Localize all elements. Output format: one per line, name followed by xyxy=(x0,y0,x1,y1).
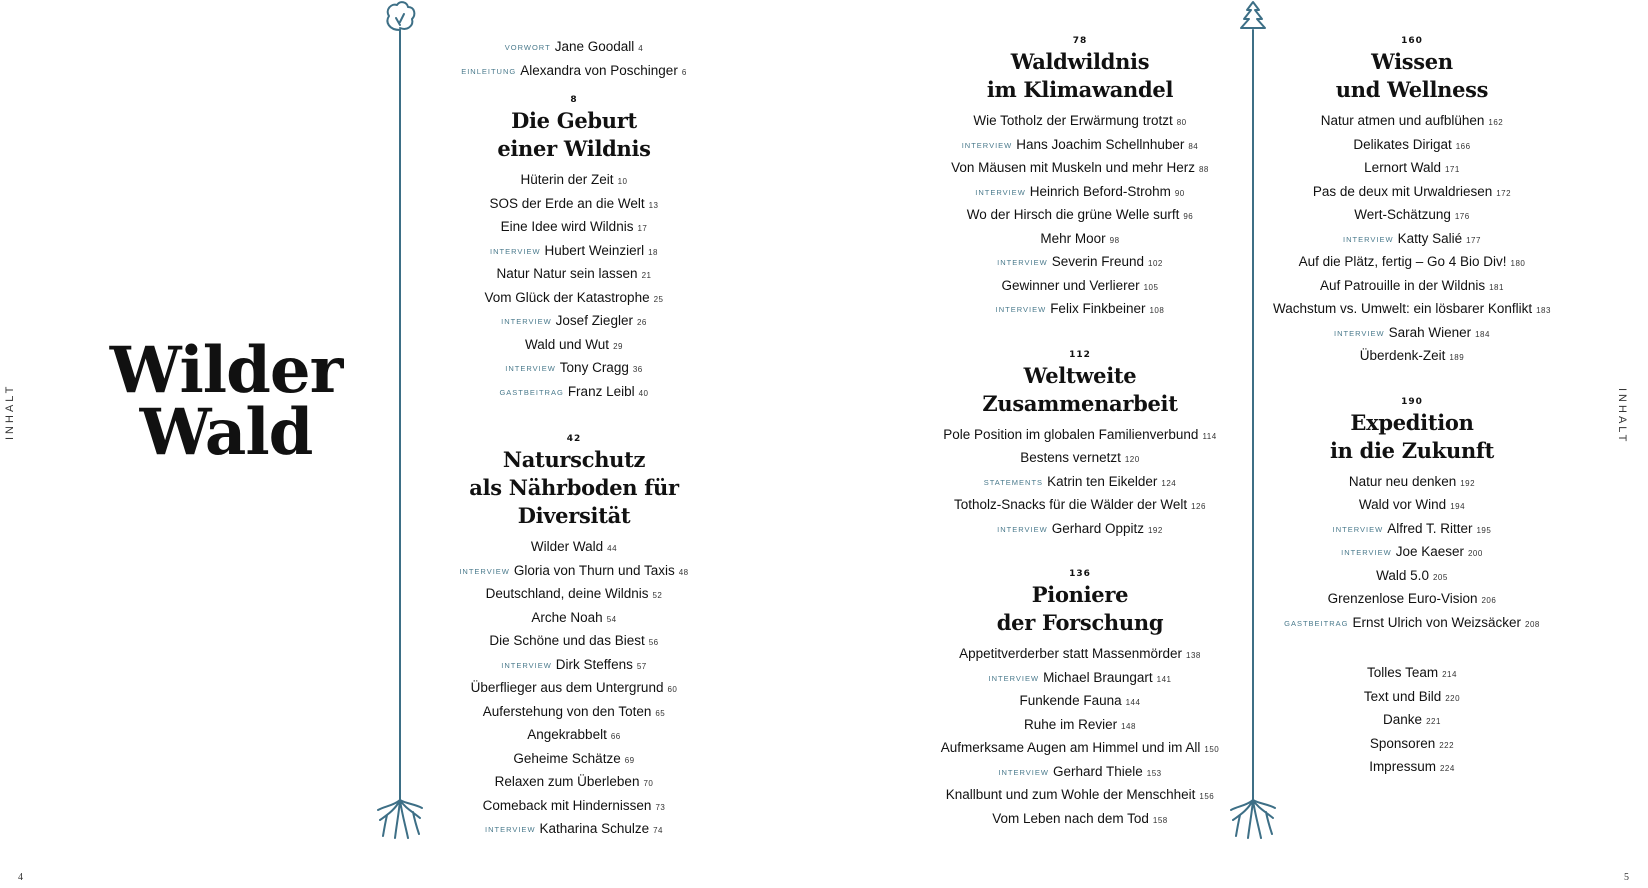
entry-page: 177 xyxy=(1466,235,1481,245)
section-title-line: in die Zukunft xyxy=(1329,437,1495,463)
entry-page: 73 xyxy=(655,802,666,812)
side-label-left: INHALT xyxy=(4,383,16,440)
toc-entry[interactable] xyxy=(930,424,1230,448)
toc-entry[interactable] xyxy=(930,714,1230,738)
toc-entry[interactable] xyxy=(1262,157,1562,181)
section-title-line: und Wellness xyxy=(1335,77,1489,102)
toc-entry[interactable] xyxy=(434,381,714,405)
toc-entry[interactable] xyxy=(930,643,1230,667)
toc-entry[interactable] xyxy=(434,748,714,772)
section-title-line: Naturschutz xyxy=(502,447,646,472)
toc-entry[interactable] xyxy=(930,181,1230,205)
section-page-number: 8 xyxy=(570,95,578,105)
entry-title: Appetitverderber statt Massenmörder xyxy=(959,646,1182,661)
entry-title: Franz Leibl xyxy=(567,383,635,399)
entry-title: Auferstehung von den Toten xyxy=(482,703,652,719)
entry-tag: INTERVIEW xyxy=(975,187,1026,197)
entry-page: 195 xyxy=(1476,525,1492,535)
entry-page: 114 xyxy=(1202,431,1217,441)
entry-page: 220 xyxy=(1445,693,1461,703)
entry-title: Gerhard Oppitz xyxy=(1051,520,1144,536)
toc-entry[interactable] xyxy=(1262,204,1562,228)
toc-entry[interactable] xyxy=(434,334,714,358)
section-title xyxy=(1262,48,1562,104)
toc-entry[interactable] xyxy=(1262,541,1562,565)
side-label-right: INHALT xyxy=(1616,388,1628,445)
entry-title: Impressum xyxy=(1369,759,1436,774)
toc-entry[interactable] xyxy=(434,36,714,60)
section-title xyxy=(930,362,1230,418)
entry-page: 17 xyxy=(637,224,648,233)
entry-page: 13 xyxy=(648,200,659,210)
toc-entry[interactable] xyxy=(1262,322,1562,346)
toc-entry[interactable] xyxy=(434,169,714,193)
entry-title: Relaxen zum Überleben xyxy=(494,774,640,789)
entry-tag: VORWORT xyxy=(504,43,551,52)
entry-page: 65 xyxy=(655,708,666,718)
entry-tag: GASTBEITRAG xyxy=(1284,618,1349,628)
entry-page: 180 xyxy=(1510,259,1526,268)
entry-title: Vom Glück der Katastrophe xyxy=(484,289,650,305)
entry-title: Katty Salié xyxy=(1397,230,1463,246)
entry-page: 90 xyxy=(1174,188,1185,198)
section-page-number: 42 xyxy=(566,434,582,444)
book-title xyxy=(106,333,346,470)
entry-page: 171 xyxy=(1444,165,1460,174)
entry-title: Arche Noah xyxy=(531,609,603,625)
toc-entry[interactable] xyxy=(1262,275,1562,299)
entry-tag: INTERVIEW xyxy=(1332,524,1384,534)
toc-entry[interactable] xyxy=(434,560,714,584)
entry-page: 98 xyxy=(1109,235,1120,245)
entry-page: 206 xyxy=(1481,596,1497,605)
entry-title: Michael Braungart xyxy=(1043,669,1153,685)
entry-page: 150 xyxy=(1204,745,1220,754)
entry-title: Wald 5.0 xyxy=(1376,567,1429,583)
toc-entry[interactable] xyxy=(1262,298,1562,322)
toc-entry[interactable] xyxy=(1262,134,1562,158)
entry-page: 192 xyxy=(1147,525,1163,535)
section-title-line: der Forschung xyxy=(996,610,1164,635)
toc-entry[interactable] xyxy=(434,193,714,217)
toc-entry[interactable] xyxy=(1262,709,1562,733)
entry-page: 105 xyxy=(1143,282,1159,292)
entry-page: 184 xyxy=(1475,329,1490,339)
toc-entry[interactable] xyxy=(1262,110,1562,134)
entry-title: Heinrich Beford-Strohm xyxy=(1029,183,1171,199)
entry-page: 84 xyxy=(1188,141,1199,151)
toc-section xyxy=(930,348,1230,542)
entry-tag: INTERVIEW xyxy=(988,673,1040,683)
entry-tag: EINLEITUNG xyxy=(461,66,517,76)
toc-section xyxy=(434,432,714,842)
entry-title: Comeback mit Hindernissen xyxy=(482,797,652,813)
entry-title: Natur Natur sein lassen xyxy=(496,266,638,281)
entry-tag: INTERVIEW xyxy=(997,258,1048,267)
entry-title: Delikates Dirigat xyxy=(1353,136,1452,152)
deciduous-tree-icon xyxy=(375,0,425,860)
toc-column-1 xyxy=(434,36,714,842)
entry-page: 102 xyxy=(1148,259,1163,268)
entry-tag: INTERVIEW xyxy=(997,524,1048,534)
entry-page: 57 xyxy=(636,661,647,671)
entry-title: Knallbunt und zum Wohle der Menschheit xyxy=(945,787,1196,802)
entry-title: Alexandra von Poschinger xyxy=(520,62,678,78)
toc-entry[interactable] xyxy=(930,157,1230,181)
section-page-number: 112 xyxy=(1069,349,1091,360)
entry-title: Wachstum vs. Umwelt: ein lösbarer Konflikt xyxy=(1273,301,1533,316)
toc-section xyxy=(930,34,1230,322)
toc-entry[interactable] xyxy=(1262,471,1562,495)
entry-title: Sponsoren xyxy=(1369,735,1436,751)
entry-title: Tolles Team xyxy=(1367,665,1439,680)
entry-title: Danke xyxy=(1383,712,1423,727)
toc-entry[interactable] xyxy=(434,536,714,560)
entry-page: 52 xyxy=(652,591,663,600)
toc-entry[interactable] xyxy=(434,724,714,748)
entry-title: Ernst Ulrich von Weizsäcker xyxy=(1352,614,1522,630)
entry-tag: INTERVIEW xyxy=(998,767,1049,777)
toc-entry[interactable] xyxy=(434,240,714,264)
entry-title: Alfred T. Ritter xyxy=(1387,520,1473,536)
toc-entry[interactable] xyxy=(1262,518,1562,542)
toc-entry[interactable] xyxy=(1262,345,1562,369)
toc-section xyxy=(1262,395,1562,636)
entry-page: 66 xyxy=(610,732,621,741)
page-number-right: 5 xyxy=(1624,872,1629,883)
entry-tag: INTERVIEW xyxy=(1343,234,1394,244)
entry-title: Die Schöne und das Biest xyxy=(489,633,645,648)
toc-entry[interactable] xyxy=(930,494,1230,518)
entry-page: 176 xyxy=(1454,212,1470,221)
entry-page: 56 xyxy=(648,638,659,647)
section-title xyxy=(434,446,714,530)
toc-section xyxy=(930,567,1230,831)
entry-title: Hüterin der Zeit xyxy=(520,172,614,187)
section-title-line: Wissen xyxy=(1371,49,1453,74)
entry-title: Severin Freund xyxy=(1051,254,1144,269)
toc-entry[interactable] xyxy=(434,583,714,607)
entry-page: 124 xyxy=(1161,478,1177,488)
entry-page: 138 xyxy=(1186,651,1201,660)
toc-entry[interactable] xyxy=(930,784,1230,808)
entry-title: Mehr Moor xyxy=(1040,230,1106,246)
entry-title: Text und Bild xyxy=(1363,688,1442,704)
entry-title: Gerhard Thiele xyxy=(1052,763,1143,779)
entry-page: 48 xyxy=(678,567,689,577)
section-title-line: als Nährboden für xyxy=(469,475,679,500)
toc-entry[interactable] xyxy=(434,287,714,311)
entry-page: 29 xyxy=(613,341,623,351)
toc-entry[interactable] xyxy=(434,630,714,654)
entry-page: 120 xyxy=(1124,455,1140,464)
entry-tag: INTERVIEW xyxy=(995,305,1047,314)
entry-title: Auf die Plätz, fertig – Go 4 Bio Div! xyxy=(1298,254,1507,269)
entry-title: Gloria von Thurn und Taxis xyxy=(513,562,675,578)
entry-page: 194 xyxy=(1450,502,1466,511)
entry-tag: INTERVIEW xyxy=(490,246,541,256)
toc-entry[interactable] xyxy=(434,310,714,334)
entry-page: 172 xyxy=(1496,188,1512,198)
entry-page: 108 xyxy=(1149,306,1165,315)
entry-page: 18 xyxy=(648,247,658,257)
entry-title: SOS der Erde an die Welt xyxy=(489,195,645,211)
entry-title: Angekrabbelt xyxy=(527,727,607,742)
entry-title: Totholz-Snacks für die Wälder der Welt xyxy=(954,497,1188,512)
toc-entry[interactable] xyxy=(930,298,1230,322)
toc-entry[interactable] xyxy=(930,471,1230,495)
entry-page: 189 xyxy=(1449,353,1465,362)
section-list xyxy=(434,93,714,842)
section-title-line: Expedition xyxy=(1350,409,1474,435)
entry-page: 4 xyxy=(638,44,644,53)
entry-page: 141 xyxy=(1156,674,1172,684)
toc-entry[interactable] xyxy=(930,447,1230,471)
entry-page: 181 xyxy=(1489,282,1504,292)
entry-page: 74 xyxy=(653,826,664,835)
entry-page: 144 xyxy=(1125,698,1141,707)
entry-title: Pole Position im globalen Familienverbund xyxy=(943,426,1199,442)
entry-title: Eine Idee wird Wildnis xyxy=(500,219,634,234)
toc-entry[interactable] xyxy=(930,690,1230,714)
entry-title: Tony Cragg xyxy=(559,360,629,375)
entry-title: Deutschland, deine Wildnis xyxy=(485,586,649,601)
intro-list xyxy=(434,36,714,83)
entry-title: Natur neu denken xyxy=(1348,473,1457,489)
entry-page: 69 xyxy=(624,755,635,765)
toc-section xyxy=(1262,34,1562,369)
section-page-number: 136 xyxy=(1069,569,1091,579)
entry-title: Bestens vernetzt xyxy=(1020,450,1121,465)
toc-entry[interactable] xyxy=(930,761,1230,785)
entry-title: Überflieger aus dem Untergrund xyxy=(470,680,664,695)
entry-title: Wo der Hirsch die grüne Welle surft xyxy=(966,207,1180,222)
entry-page: 224 xyxy=(1439,764,1455,773)
entry-page: 158 xyxy=(1152,815,1168,825)
entry-title: Natur atmen und aufblühen xyxy=(1320,113,1485,128)
section-title xyxy=(434,107,714,163)
section-title-line: Pioniere xyxy=(1031,582,1129,607)
entry-page: 96 xyxy=(1183,212,1194,221)
entry-title: Von Mäusen mit Muskeln und mehr Herz xyxy=(951,160,1195,175)
entry-page: 192 xyxy=(1460,478,1476,488)
entry-title: Wald und Wut xyxy=(525,336,610,352)
toc-entry[interactable] xyxy=(930,110,1230,134)
entry-page: 183 xyxy=(1536,306,1551,315)
toc-column-3 xyxy=(1262,34,1562,635)
entry-title: Hans Joachim Schellnhuber xyxy=(1016,136,1185,152)
section-title-line: Diversität xyxy=(517,503,631,528)
entry-title: Wald vor Wind xyxy=(1358,497,1447,512)
entry-tag: GASTBEITRAG xyxy=(499,387,564,397)
section-title-line: Waldwildnis xyxy=(1010,49,1150,74)
toc-entry[interactable] xyxy=(930,808,1230,832)
entry-page: 80 xyxy=(1176,118,1187,127)
entry-page: 21 xyxy=(641,271,652,280)
book-title-line: Wilder xyxy=(109,333,343,408)
toc-entry[interactable] xyxy=(1262,662,1562,686)
toc-entry[interactable] xyxy=(930,228,1230,252)
entry-page: 36 xyxy=(632,365,643,374)
entry-page: 70 xyxy=(643,779,654,788)
entry-title: Hubert Weinzierl xyxy=(544,242,645,258)
entry-page: 214 xyxy=(1442,670,1457,679)
section-title xyxy=(1262,409,1562,465)
toc-entry[interactable] xyxy=(1262,733,1562,757)
entry-title: Dirk Steffens xyxy=(555,656,633,672)
toc-entry[interactable] xyxy=(1262,756,1562,780)
section-title-line: Weltweite xyxy=(1023,362,1137,388)
entry-page: 25 xyxy=(653,294,664,304)
entry-page: 153 xyxy=(1146,768,1162,778)
book-title-line: Wald xyxy=(139,395,313,470)
entry-title: Felix Finkbeiner xyxy=(1050,301,1146,316)
entry-page: 88 xyxy=(1198,165,1209,174)
section-title-line: Zusammenarbeit xyxy=(982,390,1178,416)
entry-page: 54 xyxy=(606,614,617,624)
toc-entry[interactable] xyxy=(1262,181,1562,205)
entry-page: 222 xyxy=(1439,740,1455,750)
entry-page: 205 xyxy=(1432,572,1448,582)
entry-tag: INTERVIEW xyxy=(484,825,536,834)
entry-page: 208 xyxy=(1525,619,1540,629)
entry-title: Funkende Fauna xyxy=(1019,693,1122,708)
toc-entry[interactable] xyxy=(434,654,714,678)
toc-entry[interactable] xyxy=(1262,494,1562,518)
entry-title: Auf Patrouille in der Wildnis xyxy=(1320,277,1486,293)
entry-page: 126 xyxy=(1191,502,1206,511)
entry-page: 10 xyxy=(617,177,628,186)
toc-entry[interactable] xyxy=(930,134,1230,158)
toc-entry[interactable] xyxy=(930,251,1230,275)
section-title xyxy=(930,48,1230,104)
entry-tag: STATEMENTS xyxy=(983,477,1044,487)
entry-page: 26 xyxy=(636,318,647,327)
entry-page: 148 xyxy=(1121,721,1136,731)
section-title-line: einer Wildnis xyxy=(497,136,651,161)
entry-title: Lernort Wald xyxy=(1364,160,1441,175)
toc-entry[interactable] xyxy=(434,357,714,381)
entry-tag: INTERVIEW xyxy=(459,566,510,576)
toc-entry[interactable] xyxy=(1262,565,1562,589)
entry-page: 6 xyxy=(681,67,687,77)
section-page-number: 160 xyxy=(1401,36,1423,46)
entry-title: Wilder Wald xyxy=(530,539,604,554)
toc-entry[interactable] xyxy=(434,795,714,819)
section-title-line: Die Geburt xyxy=(511,108,637,133)
section-page-number: 78 xyxy=(1072,36,1088,46)
toc-entry[interactable] xyxy=(930,667,1230,691)
entry-tag: INTERVIEW xyxy=(505,364,556,373)
entry-title: Gewinner und Verlierer xyxy=(1001,277,1140,293)
entry-title: Überdenk-Zeit xyxy=(1359,348,1446,363)
entry-title: Grenzenlose Euro-Vision xyxy=(1327,591,1478,606)
entry-title: Aufmerksame Augen am Himmel und im All xyxy=(940,740,1201,755)
entry-page: 60 xyxy=(667,685,678,694)
section-page-number: 190 xyxy=(1401,396,1423,407)
entry-page: 44 xyxy=(607,544,618,553)
toc-entry[interactable] xyxy=(1262,251,1562,275)
toc-entry[interactable] xyxy=(1262,686,1562,710)
entry-title: Ruhe im Revier xyxy=(1024,716,1118,732)
entry-title: Joe Kaeser xyxy=(1395,544,1464,559)
page-number-left: 4 xyxy=(18,872,23,883)
entry-title: Jane Goodall xyxy=(554,39,635,54)
entry-tag: INTERVIEW xyxy=(501,660,552,670)
entry-title: Sarah Wiener xyxy=(1388,324,1472,340)
toc-entry[interactable] xyxy=(434,263,714,287)
entry-page: 156 xyxy=(1199,792,1215,801)
entry-page: 221 xyxy=(1426,717,1441,726)
toc-entry[interactable] xyxy=(434,677,714,701)
toc-entry[interactable] xyxy=(1262,612,1562,636)
toc-entry[interactable] xyxy=(434,607,714,631)
entry-page: 200 xyxy=(1467,549,1483,558)
toc-entry[interactable] xyxy=(930,518,1230,542)
toc-entry[interactable] xyxy=(434,216,714,240)
entry-page: 166 xyxy=(1455,141,1471,151)
toc-entry[interactable] xyxy=(930,275,1230,299)
section-title xyxy=(930,581,1230,637)
entry-title: Wie Totholz der Erwärmung trotzt xyxy=(973,113,1173,128)
entry-page: 162 xyxy=(1488,118,1504,127)
toc-entry[interactable] xyxy=(434,818,714,842)
entry-tag: INTERVIEW xyxy=(1341,548,1392,557)
entry-title: Josef Ziegler xyxy=(555,313,633,328)
entry-tag: INTERVIEW xyxy=(961,140,1013,150)
toc-column-2 xyxy=(930,34,1230,831)
entry-tag: INTERVIEW xyxy=(501,317,552,326)
toc-entry[interactable] xyxy=(1262,588,1562,612)
toc-entry[interactable] xyxy=(930,204,1230,228)
toc-section xyxy=(434,93,714,404)
entry-tag: INTERVIEW xyxy=(1334,328,1385,338)
entry-page: 40 xyxy=(638,388,649,398)
section-title-line: im Klimawandel xyxy=(986,77,1174,102)
entry-title: Geheime Schätze xyxy=(513,750,621,766)
toc-entry[interactable] xyxy=(1262,228,1562,252)
toc-entry[interactable] xyxy=(434,771,714,795)
entry-title: Vom Leben nach dem Tod xyxy=(992,810,1149,826)
toc-entry[interactable] xyxy=(434,60,714,84)
entry-title: Pas de deux mit Urwaldriesen xyxy=(1312,183,1493,199)
toc-entry[interactable] xyxy=(434,701,714,725)
entry-title: Katharina Schulze xyxy=(539,821,650,836)
toc-entry[interactable] xyxy=(930,737,1230,761)
entry-title: Wert-Schätzung xyxy=(1354,207,1451,222)
appendix-list xyxy=(1262,662,1562,780)
entry-title: Katrin ten Eikelder xyxy=(1047,473,1158,489)
